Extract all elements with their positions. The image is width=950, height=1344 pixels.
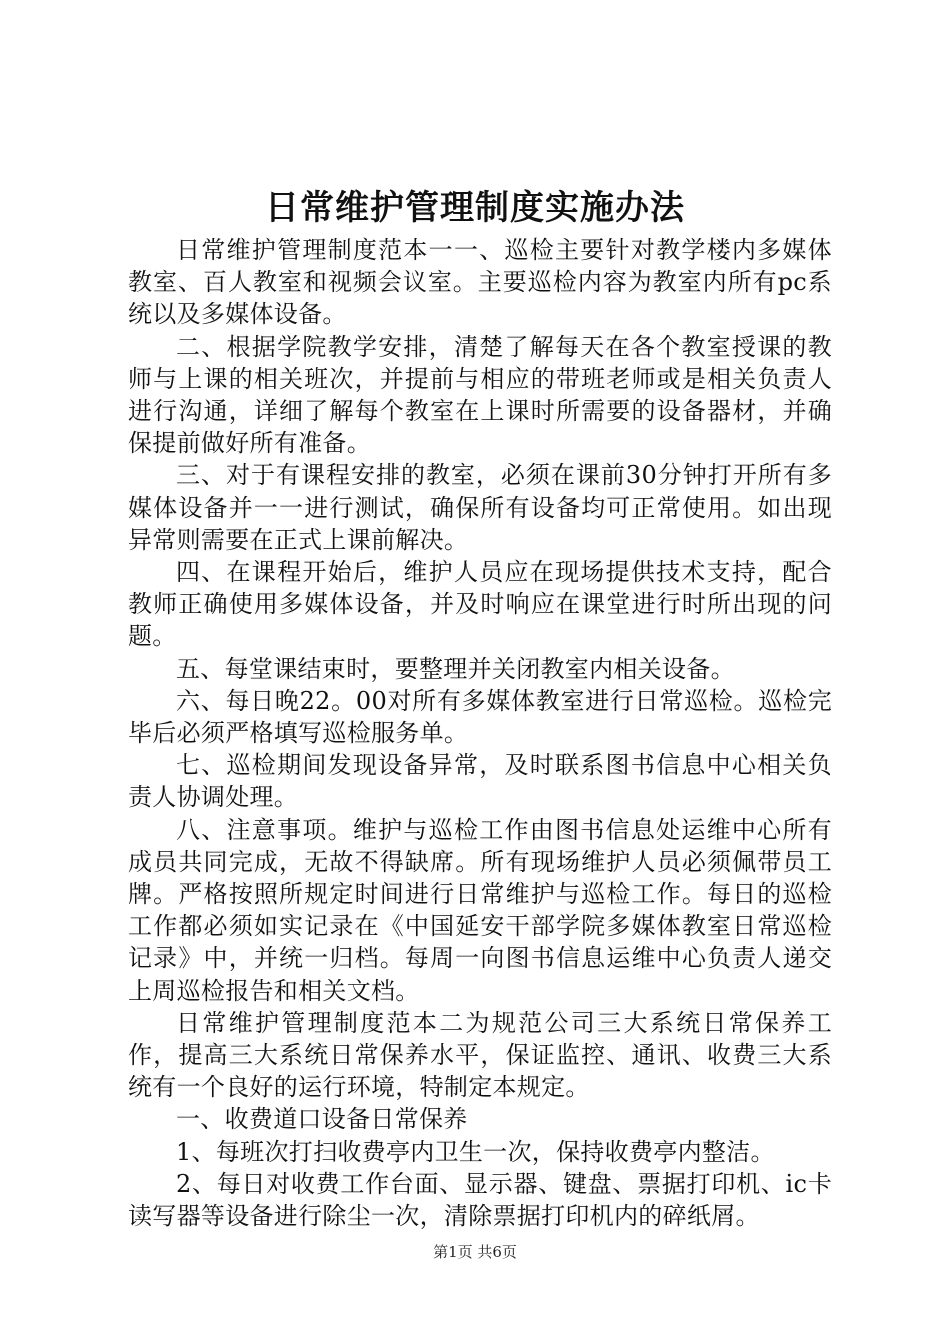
paragraph-6: 六、每日晚22。00对所有多媒体教室进行日常巡检。巡检完毕后必须严格填写巡检服务单。: [128, 686, 832, 748]
paragraph-9: 日常维护管理制度范本二为规范公司三大系统日常保养工作，提高三大系统日常保养水平，保证监控、通讯、收费三大系统有一个良好的运行环境，特制定本规定。: [128, 1008, 832, 1102]
document-body: [128, 234, 832, 1232]
paragraph-10: 一、收费道口设备日常保养: [176, 1105, 468, 1134]
paragraph-12: 2、每日对收费工作台面、显示器、键盘、票据打印机、ic卡读写器等设备进行除尘一次，清除票据打印机内的碎纸屑。: [128, 1169, 832, 1231]
paragraph-3: 三、对于有课程安排的教室，必须在课前30分钟打开所有多媒体设备并一一进行测试，确保所有设备均可正常使用。如出现异常则需要在正式上课前解决。: [128, 461, 832, 554]
paragraph-1: 日常维护管理制度范本一一、巡检主要针对教学楼内多媒体教室、百人教室和视频会议室。主要巡检内容为教室内所有pc系统以及多媒体设备。: [128, 236, 832, 329]
paragraph-11: 1、每班次打扫收费亭内卫生一次，保持收费亭内整洁。: [176, 1137, 775, 1166]
paragraph-2: 二、根据学院教学安排，清楚了解每天在各个教室授课的教师与上课的相关班次，并提前与相应的带班老师或是相关负责人进行沟通，详细了解每个教室在上课时所需要的设备器材，并确保提前做好所有准备。: [128, 332, 832, 458]
paragraph-4: 四、在课程开始后，维护人员应在现场提供技术支持，配合教师正确使用多媒体设备，并及时响应在课堂进行时所出现的问题。: [128, 558, 832, 651]
paragraph-8: 八、注意事项。维护与巡检工作由图书信息处运维中心所有成员共同完成，无故不得缺席。所有现场维护人员必须佩带员工牌。严格按照所规定时间进行日常维护与巡检工作。每日的巡检工作都必须如实记录在《中国延安干部学院多媒体教室日常巡检记录》中，并统一归档。每周一向图书信息运维中心负责人递交上周巡检报告和相关文档。: [128, 815, 832, 1005]
paragraph-7: 七、巡检期间发现设备异常，及时联系图书信息中心相关负责人协调处理。: [128, 751, 832, 812]
paragraph-5: 五、每堂课结束时，要整理并关闭教室内相关设备。: [176, 654, 735, 683]
document-title: 日常维护管理制度实施办法: [265, 188, 685, 228]
page-footer: 第1页 共6页: [433, 1243, 517, 1261]
